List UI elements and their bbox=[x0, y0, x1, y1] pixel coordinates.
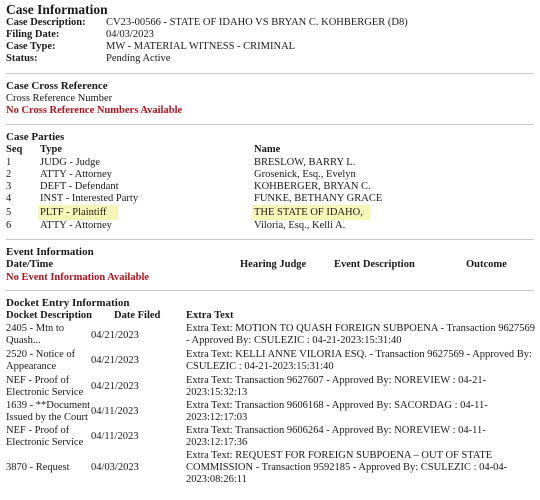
event-outcome-header: Outcome bbox=[466, 259, 507, 270]
docket-extra-text: Extra Text: Transaction 9606264 - Approved By: NOREVIEW : 04-11-2023:12:17:36 bbox=[186, 425, 486, 448]
no-cross-reference-message: No Cross Reference Numbers Available bbox=[6, 105, 183, 116]
parties-name-header: Name bbox=[254, 144, 281, 155]
docket-extra-text-header: Extra Text bbox=[186, 310, 234, 321]
docket-description: 3870 - Request bbox=[6, 462, 70, 473]
docket-description: NEF - Proof of Electronic Service bbox=[6, 375, 84, 398]
party-name: THE STATE OF IDAHO, bbox=[254, 207, 363, 218]
party-seq: 4 bbox=[6, 193, 12, 204]
party-type: DEFT - Defendant bbox=[40, 181, 119, 192]
party-seq: 3 bbox=[6, 181, 12, 192]
event-judge-header: Hearing Judge bbox=[240, 259, 307, 270]
party-seq: 6 bbox=[6, 220, 12, 231]
docket-description-header: Docket Description bbox=[6, 310, 93, 321]
docket-extra-text: Extra Text: KELLI ANNE VILORIA ESQ. - Transaction 9627569 - Approved By: CSULEZIC : 04-21-2023:15:31:40 bbox=[186, 349, 532, 372]
docket-date-filed: 04/11/2023 bbox=[91, 406, 139, 417]
party-seq: 5 bbox=[6, 207, 12, 218]
party-name: KOHBERGER, BRYAN C. bbox=[254, 181, 371, 192]
docket-date-filed: 04/11/2023 bbox=[91, 431, 139, 442]
status-value: Pending Active bbox=[106, 53, 171, 64]
filing-date-label: Filing Date: bbox=[6, 29, 60, 40]
party-type: PLTF - Plaintiff bbox=[40, 207, 107, 218]
filing-date-value: 04/03/2023 bbox=[106, 29, 154, 40]
case-type-value: MW - MATERIAL WITNESS - CRIMINAL bbox=[106, 41, 296, 52]
docket-date-filed: 04/21/2023 bbox=[91, 330, 139, 341]
party-seq: 2 bbox=[6, 169, 12, 180]
docket-date-filed: 04/03/2023 bbox=[91, 462, 139, 473]
event-description-header: Event Description bbox=[334, 259, 415, 270]
event-information-heading: Event Information bbox=[6, 246, 94, 258]
event-date-header: Date/Time bbox=[6, 259, 54, 270]
case-parties-heading: Case Parties bbox=[6, 131, 65, 143]
docket-extra-text: Extra Text: MOTION TO QUASH FOREIGN SUBPOENA - Transaction 9627569 - Approved By: CSULEZIC : 04-21-2023:15:31:40 bbox=[186, 323, 535, 346]
cross-reference-heading: Case Cross Reference bbox=[6, 80, 108, 92]
divider bbox=[6, 239, 534, 240]
party-type: ATTY - Attorney bbox=[40, 169, 112, 180]
docket-description: 1639 - **Document Issued by the Court bbox=[6, 400, 90, 423]
divider bbox=[6, 73, 534, 74]
party-name: Grosenick, Esq., Evelyn bbox=[254, 169, 356, 180]
docket-description: 2405 - Mtn to Quash... bbox=[6, 323, 65, 346]
party-name: BRESLOW, BARRY L. bbox=[254, 157, 356, 168]
divider bbox=[6, 124, 534, 125]
party-name: FUNKE, BETHANY GRACE bbox=[254, 193, 383, 204]
docket-entry-heading: Docket Entry Information bbox=[6, 297, 130, 309]
party-name: Viloria, Esq., Kelli A. bbox=[254, 220, 346, 231]
docket-extra-text: Extra Text: REQUEST FOR FOREIGN SUBPOENA – OUT OF STATE COMMISSION - Transaction 9592185 - Approved By: CSULEZIC : 04-04-2023:08:26:11 bbox=[186, 450, 508, 485]
party-type: INST - Interested Party bbox=[40, 193, 139, 204]
parties-type-header: Type bbox=[40, 144, 62, 155]
case-description-value: CV23-00566 - STATE OF IDAHO VS BRYAN C. KOHBERGER (D8) bbox=[106, 17, 408, 28]
case-information-heading: Case Information bbox=[6, 2, 108, 17]
docket-description: 2520 - Notice of Appearance bbox=[6, 349, 76, 372]
no-event-information-message: No Event Information Available bbox=[6, 272, 150, 283]
party-type: JUDG - Judge bbox=[40, 157, 101, 168]
docket-extra-text: Extra Text: Transaction 9606168 - Approved By: SACORDAG : 04-11-2023:12:17:03 bbox=[186, 400, 488, 423]
parties-seq-header: Seq bbox=[6, 144, 23, 155]
case-type-label: Case Type: bbox=[6, 41, 56, 52]
divider bbox=[6, 290, 534, 291]
party-type: ATTY - Attorney bbox=[40, 220, 112, 231]
cross-reference-column-header: Cross Reference Number bbox=[6, 93, 113, 104]
docket-extra-text: Extra Text: Transaction 9627607 - Approved By: NOREVIEW : 04-21-2023:15:32:13 bbox=[186, 375, 487, 398]
docket-description: NEF - Proof of Electronic Service bbox=[6, 425, 84, 448]
docket-date-filed-header: Date Filed bbox=[114, 310, 161, 321]
status-label: Status: bbox=[6, 53, 38, 64]
case-description-label: Case Description: bbox=[6, 17, 86, 28]
docket-date-filed: 04/21/2023 bbox=[91, 355, 139, 366]
docket-date-filed: 04/21/2023 bbox=[91, 381, 139, 392]
party-seq: 1 bbox=[6, 157, 12, 168]
